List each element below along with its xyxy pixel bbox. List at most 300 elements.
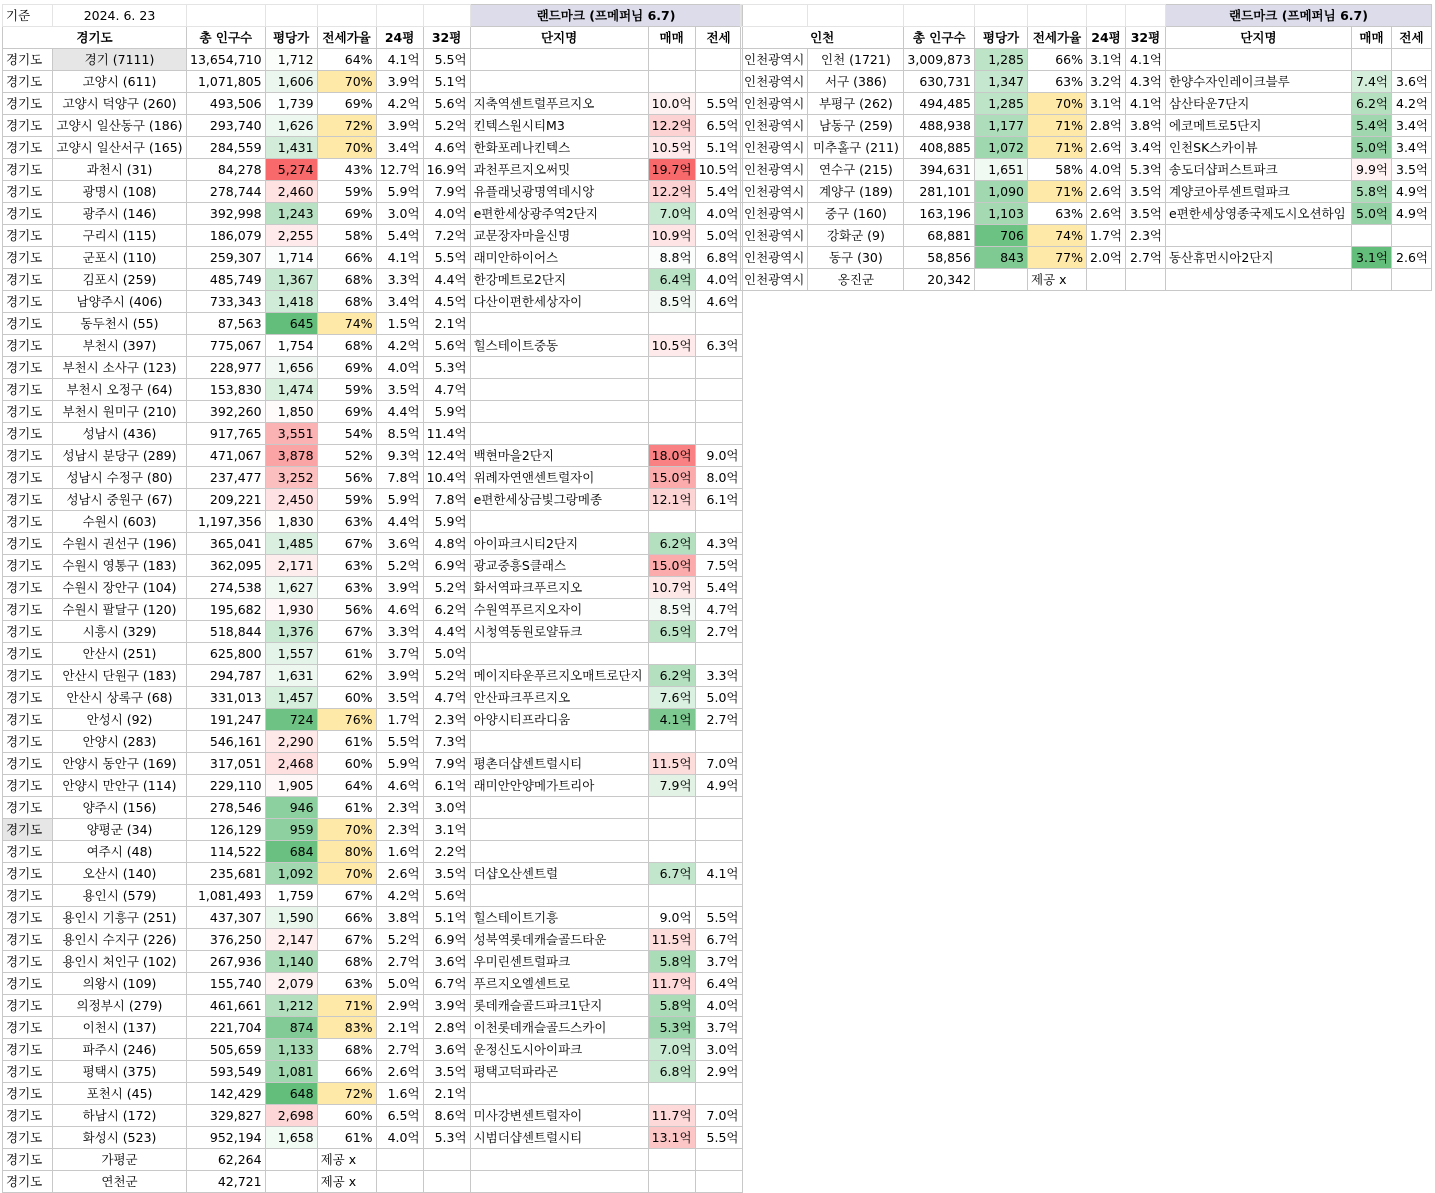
province-cell[interactable]: 인천광역시 <box>741 49 808 71</box>
price-24py-cell[interactable]: 3.4억 <box>376 137 423 159</box>
jeonse-ratio-cell[interactable]: 52% <box>317 445 376 467</box>
price-24py-cell[interactable]: 3.3억 <box>376 269 423 291</box>
price-cell[interactable]: 2,468 <box>265 753 317 775</box>
price-32py-cell[interactable]: 5.3억 <box>423 1127 470 1149</box>
jeonse-price-cell[interactable]: 4.0억 <box>695 269 742 291</box>
col-header-population[interactable]: 총 인구수 <box>904 27 975 49</box>
province-cell[interactable]: 경기도 <box>3 863 53 885</box>
complex-name-cell[interactable]: 우미린센트럴파크 <box>470 951 648 973</box>
population-cell[interactable]: 284,559 <box>187 137 266 159</box>
province-cell[interactable]: 경기도 <box>3 973 53 995</box>
region-cell[interactable]: 안산시 상록구 (68) <box>53 687 187 709</box>
jeonse-ratio-cell[interactable]: 70% <box>317 71 376 93</box>
price-cell[interactable]: 1,431 <box>265 137 317 159</box>
jeonse-ratio-cell[interactable]: 63% <box>317 555 376 577</box>
population-cell[interactable]: 278,744 <box>187 181 266 203</box>
complex-name-cell[interactable]: 힐스테이트중동 <box>470 335 648 357</box>
sale-price-cell[interactable] <box>648 313 695 335</box>
province-cell[interactable]: 경기도 <box>3 709 53 731</box>
price-cell[interactable] <box>975 269 1028 291</box>
price-cell[interactable]: 2,460 <box>265 181 317 203</box>
sale-price-cell[interactable]: 6.2억 <box>1351 93 1391 115</box>
complex-name-cell[interactable]: 푸르지오엘센트로 <box>470 973 648 995</box>
complex-name-cell[interactable]: 다산이편한세상자이 <box>470 291 648 313</box>
population-cell[interactable]: 259,307 <box>187 247 266 269</box>
jeonse-price-cell[interactable] <box>695 841 742 863</box>
jeonse-price-cell[interactable]: 4.6억 <box>695 291 742 313</box>
region-cell[interactable]: 양주시 (156) <box>53 797 187 819</box>
complex-name-cell[interactable] <box>470 841 648 863</box>
price-32py-cell[interactable]: 12.4억 <box>423 445 470 467</box>
price-cell[interactable]: 2,450 <box>265 489 317 511</box>
price-24py-cell[interactable]: 3.1억 <box>1087 49 1126 71</box>
jeonse-price-cell[interactable]: 6.7억 <box>695 929 742 951</box>
region-cell[interactable]: 남동구 (259) <box>808 115 904 137</box>
col-header-province[interactable]: 경기도 <box>3 27 187 49</box>
price-32py-cell[interactable]: 6.9억 <box>423 929 470 951</box>
province-cell[interactable]: 경기도 <box>3 137 53 159</box>
jeonse-price-cell[interactable]: 4.1억 <box>695 863 742 885</box>
complex-name-cell[interactable]: 지축역센트럴푸르지오 <box>470 93 648 115</box>
landmark-header-right[interactable]: 랜드마크 (프메퍼님 6.7) <box>1165 5 1431 27</box>
price-cell[interactable]: 959 <box>265 819 317 841</box>
price-32py-cell[interactable]: 3.4억 <box>1125 137 1165 159</box>
sale-price-cell[interactable]: 8.8억 <box>648 247 695 269</box>
jeonse-price-cell[interactable]: 6.1억 <box>695 489 742 511</box>
sale-price-cell[interactable]: 7.0억 <box>648 1039 695 1061</box>
jeonse-ratio-cell[interactable]: 60% <box>317 687 376 709</box>
price-cell[interactable]: 874 <box>265 1017 317 1039</box>
price-cell[interactable]: 946 <box>265 797 317 819</box>
sale-price-cell[interactable] <box>648 379 695 401</box>
population-cell[interactable]: 625,800 <box>187 643 266 665</box>
price-32py-cell[interactable]: 2.2억 <box>423 841 470 863</box>
complex-name-cell[interactable] <box>1165 49 1351 71</box>
price-24py-cell[interactable]: 2.6억 <box>1087 203 1126 225</box>
complex-name-cell[interactable]: 교문장자마을신명 <box>470 225 648 247</box>
price-32py-cell[interactable]: 5.1억 <box>423 71 470 93</box>
complex-name-cell[interactable]: 시범더샵센트럴시티 <box>470 1127 648 1149</box>
price-32py-cell[interactable]: 4.7억 <box>423 687 470 709</box>
sale-price-cell[interactable]: 10.5억 <box>648 335 695 357</box>
price-32py-cell[interactable]: 7.2억 <box>423 225 470 247</box>
jeonse-ratio-cell[interactable]: 66% <box>317 247 376 269</box>
sale-price-cell[interactable]: 12.1억 <box>648 489 695 511</box>
region-cell[interactable]: 경기 (7111) <box>53 49 187 71</box>
complex-name-cell[interactable] <box>470 401 648 423</box>
province-cell[interactable]: 경기도 <box>3 753 53 775</box>
jeonse-ratio-cell[interactable]: 66% <box>317 907 376 929</box>
province-cell[interactable]: 경기도 <box>3 1171 53 1193</box>
province-cell[interactable]: 경기도 <box>3 401 53 423</box>
sale-price-cell[interactable] <box>648 71 695 93</box>
region-cell[interactable]: 용인시 수지구 (226) <box>53 929 187 951</box>
col-header-complex[interactable]: 단지명 <box>1165 27 1351 49</box>
jeonse-price-cell[interactable] <box>695 511 742 533</box>
sale-price-cell[interactable]: 7.0억 <box>648 203 695 225</box>
complex-name-cell[interactable]: 미사강변센트럴자이 <box>470 1105 648 1127</box>
jeonse-price-cell[interactable]: 2.7억 <box>695 709 742 731</box>
landmark-header[interactable]: 랜드마크 (프메퍼님 6.7) <box>470 5 742 27</box>
population-cell[interactable]: 163,196 <box>904 203 975 225</box>
sale-price-cell[interactable]: 4.1억 <box>648 709 695 731</box>
col-header-jeonse[interactable]: 전세 <box>695 27 742 49</box>
sale-price-cell[interactable]: 6.7억 <box>648 863 695 885</box>
jeonse-price-cell[interactable]: 3.7억 <box>695 951 742 973</box>
price-24py-cell[interactable]: 4.6억 <box>376 775 423 797</box>
province-cell[interactable]: 인천광역시 <box>741 137 808 159</box>
price-32py-cell[interactable]: 5.3억 <box>1125 159 1165 181</box>
jeonse-ratio-cell[interactable]: 83% <box>317 1017 376 1039</box>
price-24py-cell[interactable]: 6.5억 <box>376 1105 423 1127</box>
complex-name-cell[interactable] <box>470 511 648 533</box>
price-cell[interactable]: 1,714 <box>265 247 317 269</box>
price-32py-cell[interactable]: 7.9억 <box>423 753 470 775</box>
population-cell[interactable]: 593,549 <box>187 1061 266 1083</box>
population-cell[interactable]: 376,250 <box>187 929 266 951</box>
price-cell[interactable]: 684 <box>265 841 317 863</box>
col-header-jeonse[interactable]: 전세 <box>1391 27 1431 49</box>
jeonse-ratio-cell[interactable]: 72% <box>317 1083 376 1105</box>
price-cell[interactable]: 1,651 <box>975 159 1028 181</box>
population-cell[interactable]: 408,885 <box>904 137 975 159</box>
sale-price-cell[interactable]: 3.1억 <box>1351 247 1391 269</box>
price-24py-cell[interactable]: 2.6억 <box>1087 181 1126 203</box>
jeonse-ratio-cell[interactable]: 63% <box>317 577 376 599</box>
province-cell[interactable]: 경기도 <box>3 797 53 819</box>
sale-price-cell[interactable] <box>648 1083 695 1105</box>
region-cell[interactable]: 수원시 팔달구 (120) <box>53 599 187 621</box>
price-32py-cell[interactable] <box>423 1149 470 1171</box>
complex-name-cell[interactable] <box>470 1149 648 1171</box>
population-cell[interactable]: 488,938 <box>904 115 975 137</box>
complex-name-cell[interactable]: 성북역롯데캐슬골드타운 <box>470 929 648 951</box>
population-cell[interactable]: 392,260 <box>187 401 266 423</box>
sale-price-cell[interactable]: 10.7억 <box>648 577 695 599</box>
complex-name-cell[interactable]: 래미안안양메가트리아 <box>470 775 648 797</box>
price-cell[interactable]: 1,347 <box>975 71 1028 93</box>
complex-name-cell[interactable]: e편한세상광주역2단지 <box>470 203 648 225</box>
jeonse-price-cell[interactable]: 2.7억 <box>695 621 742 643</box>
price-24py-cell[interactable]: 2.6억 <box>376 863 423 885</box>
sale-price-cell[interactable]: 13.1억 <box>648 1127 695 1149</box>
price-cell[interactable]: 3,252 <box>265 467 317 489</box>
complex-name-cell[interactable]: 수원역푸르지오자이 <box>470 599 648 621</box>
price-32py-cell[interactable]: 10.4억 <box>423 467 470 489</box>
jeonse-price-cell[interactable] <box>1391 225 1431 247</box>
complex-name-cell[interactable] <box>470 313 648 335</box>
sale-price-cell[interactable]: 6.2억 <box>648 665 695 687</box>
price-cell[interactable]: 1,627 <box>265 577 317 599</box>
sale-price-cell[interactable] <box>648 49 695 71</box>
population-cell[interactable]: 235,681 <box>187 863 266 885</box>
complex-name-cell[interactable]: 위례자연앤센트럴자이 <box>470 467 648 489</box>
sale-price-cell[interactable]: 9.9억 <box>1351 159 1391 181</box>
jeonse-ratio-cell[interactable]: 67% <box>317 621 376 643</box>
jeonse-ratio-cell[interactable]: 63% <box>317 511 376 533</box>
price-24py-cell[interactable]: 9.3억 <box>376 445 423 467</box>
region-cell[interactable]: 서구 (386) <box>808 71 904 93</box>
region-cell[interactable]: 성남시 수정구 (80) <box>53 467 187 489</box>
complex-name-cell[interactable] <box>470 797 648 819</box>
population-cell[interactable]: 494,485 <box>904 93 975 115</box>
region-cell[interactable]: 계양구 (189) <box>808 181 904 203</box>
price-24py-cell[interactable]: 7.8억 <box>376 467 423 489</box>
jeonse-ratio-cell[interactable]: 66% <box>1028 49 1087 71</box>
complex-name-cell[interactable]: 계양코아루센트럴파크 <box>1165 181 1351 203</box>
col-header-32py[interactable]: 32평 <box>423 27 470 49</box>
price-cell[interactable]: 1,418 <box>265 291 317 313</box>
price-32py-cell[interactable] <box>1125 269 1165 291</box>
sale-price-cell[interactable]: 5.0억 <box>1351 137 1391 159</box>
sale-price-cell[interactable]: 7.4억 <box>1351 71 1391 93</box>
jeonse-price-cell[interactable] <box>695 49 742 71</box>
province-cell[interactable]: 경기도 <box>3 489 53 511</box>
price-cell[interactable]: 1,081 <box>265 1061 317 1083</box>
price-cell[interactable]: 1,712 <box>265 49 317 71</box>
province-cell[interactable]: 인천광역시 <box>741 93 808 115</box>
population-cell[interactable]: 518,844 <box>187 621 266 643</box>
jeonse-ratio-cell[interactable]: 68% <box>317 269 376 291</box>
complex-name-cell[interactable]: 화서역파크푸르지오 <box>470 577 648 599</box>
province-cell[interactable]: 경기도 <box>3 511 53 533</box>
price-32py-cell[interactable]: 7.9억 <box>423 181 470 203</box>
price-24py-cell[interactable]: 2.6억 <box>1087 137 1126 159</box>
price-24py-cell[interactable]: 3.7억 <box>376 643 423 665</box>
price-24py-cell[interactable]: 4.0억 <box>376 1127 423 1149</box>
jeonse-price-cell[interactable] <box>695 819 742 841</box>
price-24py-cell[interactable]: 2.8억 <box>1087 115 1126 137</box>
population-cell[interactable]: 155,740 <box>187 973 266 995</box>
jeonse-ratio-cell[interactable]: 68% <box>317 291 376 313</box>
price-32py-cell[interactable]: 3.8억 <box>1125 115 1165 137</box>
region-cell[interactable]: 수원시 권선구 (196) <box>53 533 187 555</box>
province-cell[interactable]: 경기도 <box>3 445 53 467</box>
complex-name-cell[interactable]: 시청역동원로얄듀크 <box>470 621 648 643</box>
price-32py-cell[interactable]: 5.6억 <box>423 93 470 115</box>
region-cell[interactable]: 성남시 (436) <box>53 423 187 445</box>
price-32py-cell[interactable]: 4.5억 <box>423 291 470 313</box>
jeonse-price-cell[interactable]: 5.5억 <box>695 93 742 115</box>
jeonse-price-cell[interactable] <box>1391 269 1431 291</box>
province-cell[interactable]: 경기도 <box>3 687 53 709</box>
jeonse-ratio-cell[interactable]: 58% <box>1028 159 1087 181</box>
sale-price-cell[interactable]: 11.7억 <box>648 973 695 995</box>
jeonse-ratio-cell[interactable]: 62% <box>317 665 376 687</box>
province-cell[interactable]: 경기도 <box>3 159 53 181</box>
price-24py-cell[interactable]: 5.9억 <box>376 489 423 511</box>
jeonse-price-cell[interactable]: 4.9억 <box>1391 203 1431 225</box>
jeonse-price-cell[interactable]: 3.5억 <box>1391 159 1431 181</box>
price-cell[interactable]: 2,290 <box>265 731 317 753</box>
price-cell[interactable]: 1,905 <box>265 775 317 797</box>
population-cell[interactable]: 191,247 <box>187 709 266 731</box>
population-cell[interactable]: 1,081,493 <box>187 885 266 907</box>
price-32py-cell[interactable]: 3.5억 <box>423 1061 470 1083</box>
sale-price-cell[interactable]: 15.0억 <box>648 467 695 489</box>
price-24py-cell[interactable]: 3.9억 <box>376 115 423 137</box>
region-cell[interactable]: 옹진군 <box>808 269 904 291</box>
price-24py-cell[interactable]: 8.5억 <box>376 423 423 445</box>
price-24py-cell[interactable] <box>376 1149 423 1171</box>
region-cell[interactable]: 광주시 (146) <box>53 203 187 225</box>
price-24py-cell[interactable]: 3.3억 <box>376 621 423 643</box>
region-cell[interactable]: 성남시 중원구 (67) <box>53 489 187 511</box>
jeonse-price-cell[interactable]: 4.0억 <box>695 203 742 225</box>
price-cell[interactable]: 5,274 <box>265 159 317 181</box>
complex-name-cell[interactable] <box>470 357 648 379</box>
jeonse-price-cell[interactable]: 6.3억 <box>695 335 742 357</box>
price-24py-cell[interactable]: 3.0억 <box>376 203 423 225</box>
jeonse-price-cell[interactable]: 3.0억 <box>695 1039 742 1061</box>
province-cell[interactable]: 경기도 <box>3 885 53 907</box>
population-cell[interactable]: 228,977 <box>187 357 266 379</box>
jeonse-price-cell[interactable] <box>695 423 742 445</box>
jeonse-ratio-cell[interactable]: 58% <box>317 225 376 247</box>
price-cell[interactable]: 706 <box>975 225 1028 247</box>
population-cell[interactable]: 775,067 <box>187 335 266 357</box>
population-cell[interactable]: 917,765 <box>187 423 266 445</box>
complex-name-cell[interactable] <box>470 49 648 71</box>
province-cell[interactable]: 경기도 <box>3 555 53 577</box>
jeonse-ratio-cell[interactable]: 66% <box>317 1061 376 1083</box>
price-24py-cell[interactable]: 5.2억 <box>376 929 423 951</box>
jeonse-price-cell[interactable]: 5.1억 <box>695 137 742 159</box>
region-cell[interactable]: 수원시 장안구 (104) <box>53 577 187 599</box>
jeonse-ratio-cell[interactable]: 60% <box>317 753 376 775</box>
jeonse-ratio-cell[interactable]: 60% <box>317 1105 376 1127</box>
province-cell[interactable]: 경기도 <box>3 929 53 951</box>
population-cell[interactable]: 733,343 <box>187 291 266 313</box>
jeonse-price-cell[interactable] <box>695 1171 742 1193</box>
jeonse-price-cell[interactable] <box>695 731 742 753</box>
jeonse-price-cell[interactable] <box>695 401 742 423</box>
price-32py-cell[interactable] <box>423 1171 470 1193</box>
price-24py-cell[interactable]: 1.7억 <box>376 709 423 731</box>
complex-name-cell[interactable]: 한양수자인레이크블루 <box>1165 71 1351 93</box>
col-header-population[interactable]: 총 인구수 <box>187 27 266 49</box>
jeonse-ratio-cell[interactable]: 제공 x <box>317 1171 376 1193</box>
population-cell[interactable]: 331,013 <box>187 687 266 709</box>
population-cell[interactable]: 362,095 <box>187 555 266 577</box>
jeonse-ratio-cell[interactable]: 67% <box>317 533 376 555</box>
jeonse-price-cell[interactable]: 4.7억 <box>695 599 742 621</box>
price-cell[interactable]: 1,285 <box>975 93 1028 115</box>
complex-name-cell[interactable]: 롯데캐슬골드파크1단지 <box>470 995 648 1017</box>
price-cell[interactable]: 2,079 <box>265 973 317 995</box>
sale-price-cell[interactable]: 10.5억 <box>648 137 695 159</box>
sale-price-cell[interactable] <box>648 841 695 863</box>
population-cell[interactable]: 437,307 <box>187 907 266 929</box>
province-cell[interactable]: 경기도 <box>3 291 53 313</box>
sale-price-cell[interactable]: 6.5억 <box>648 621 695 643</box>
price-cell[interactable]: 1,072 <box>975 137 1028 159</box>
population-cell[interactable]: 461,661 <box>187 995 266 1017</box>
price-24py-cell[interactable]: 1.5억 <box>376 313 423 335</box>
price-cell[interactable]: 2,698 <box>265 1105 317 1127</box>
population-cell[interactable]: 237,477 <box>187 467 266 489</box>
col-header-24py[interactable]: 24평 <box>1087 27 1126 49</box>
price-cell[interactable]: 1,739 <box>265 93 317 115</box>
population-cell[interactable]: 58,856 <box>904 247 975 269</box>
population-cell[interactable]: 394,631 <box>904 159 975 181</box>
price-24py-cell[interactable] <box>1087 269 1126 291</box>
jeonse-ratio-cell[interactable]: 74% <box>1028 225 1087 247</box>
sale-price-cell[interactable] <box>648 423 695 445</box>
price-cell[interactable]: 1,485 <box>265 533 317 555</box>
price-32py-cell[interactable]: 5.5억 <box>423 247 470 269</box>
population-cell[interactable]: 952,194 <box>187 1127 266 1149</box>
sale-price-cell[interactable] <box>648 797 695 819</box>
price-cell[interactable]: 1,759 <box>265 885 317 907</box>
complex-name-cell[interactable] <box>470 643 648 665</box>
region-cell[interactable]: 수원시 영통구 (183) <box>53 555 187 577</box>
complex-name-cell[interactable] <box>470 819 648 841</box>
jeonse-ratio-cell[interactable]: 71% <box>1028 115 1087 137</box>
price-cell[interactable]: 648 <box>265 1083 317 1105</box>
region-cell[interactable]: 과천시 (31) <box>53 159 187 181</box>
complex-name-cell[interactable]: e편한세상영종국제도시오션하임 <box>1165 203 1351 225</box>
region-cell[interactable]: 고양시 덕양구 (260) <box>53 93 187 115</box>
region-cell[interactable]: 여주시 (48) <box>53 841 187 863</box>
price-cell[interactable]: 2,255 <box>265 225 317 247</box>
price-cell[interactable]: 1,557 <box>265 643 317 665</box>
price-cell[interactable]: 1,590 <box>265 907 317 929</box>
region-cell[interactable]: 부평구 (262) <box>808 93 904 115</box>
population-cell[interactable]: 13,654,710 <box>187 49 266 71</box>
jeonse-price-cell[interactable]: 6.4억 <box>695 973 742 995</box>
price-cell[interactable]: 1,212 <box>265 995 317 1017</box>
province-cell[interactable]: 경기도 <box>3 1105 53 1127</box>
region-cell[interactable]: 광명시 (108) <box>53 181 187 203</box>
region-cell[interactable]: 부천시 (397) <box>53 335 187 357</box>
jeonse-price-cell[interactable]: 7.5억 <box>695 555 742 577</box>
price-cell[interactable]: 1,285 <box>975 49 1028 71</box>
complex-name-cell[interactable]: 유플래닛광명역데시앙 <box>470 181 648 203</box>
sale-price-cell[interactable]: 10.0억 <box>648 93 695 115</box>
region-cell[interactable]: 오산시 (140) <box>53 863 187 885</box>
sale-price-cell[interactable]: 7.9억 <box>648 775 695 797</box>
jeonse-price-cell[interactable]: 8.0억 <box>695 467 742 489</box>
population-cell[interactable]: 221,704 <box>187 1017 266 1039</box>
province-cell[interactable]: 경기도 <box>3 49 53 71</box>
price-24py-cell[interactable]: 5.0억 <box>376 973 423 995</box>
sale-price-cell[interactable]: 6.4억 <box>648 269 695 291</box>
price-24py-cell[interactable]: 4.2억 <box>376 93 423 115</box>
sale-price-cell[interactable]: 5.8억 <box>1351 181 1391 203</box>
sale-price-cell[interactable] <box>1351 269 1391 291</box>
province-cell[interactable]: 경기도 <box>3 819 53 841</box>
complex-name-cell[interactable]: 에코메트로5단지 <box>1165 115 1351 137</box>
price-32py-cell[interactable]: 5.6억 <box>423 885 470 907</box>
region-cell[interactable]: 연수구 (215) <box>808 159 904 181</box>
region-cell[interactable]: 김포시 (259) <box>53 269 187 291</box>
price-32py-cell[interactable]: 16.9억 <box>423 159 470 181</box>
price-24py-cell[interactable]: 3.2억 <box>1087 71 1126 93</box>
complex-name-cell[interactable] <box>470 423 648 445</box>
col-header-jeonse-ratio[interactable]: 전세가율 <box>1028 27 1087 49</box>
price-32py-cell[interactable]: 3.5억 <box>1125 203 1165 225</box>
jeonse-ratio-cell[interactable]: 63% <box>1028 71 1087 93</box>
price-32py-cell[interactable]: 3.5억 <box>1125 181 1165 203</box>
province-cell[interactable]: 경기도 <box>3 951 53 973</box>
jeonse-ratio-cell[interactable]: 56% <box>317 467 376 489</box>
province-cell[interactable]: 경기도 <box>3 599 53 621</box>
price-32py-cell[interactable]: 4.6억 <box>423 137 470 159</box>
complex-name-cell[interactable]: 안산파크푸르지오 <box>470 687 648 709</box>
population-cell[interactable]: 142,429 <box>187 1083 266 1105</box>
region-cell[interactable]: 부천시 원미구 (210) <box>53 401 187 423</box>
